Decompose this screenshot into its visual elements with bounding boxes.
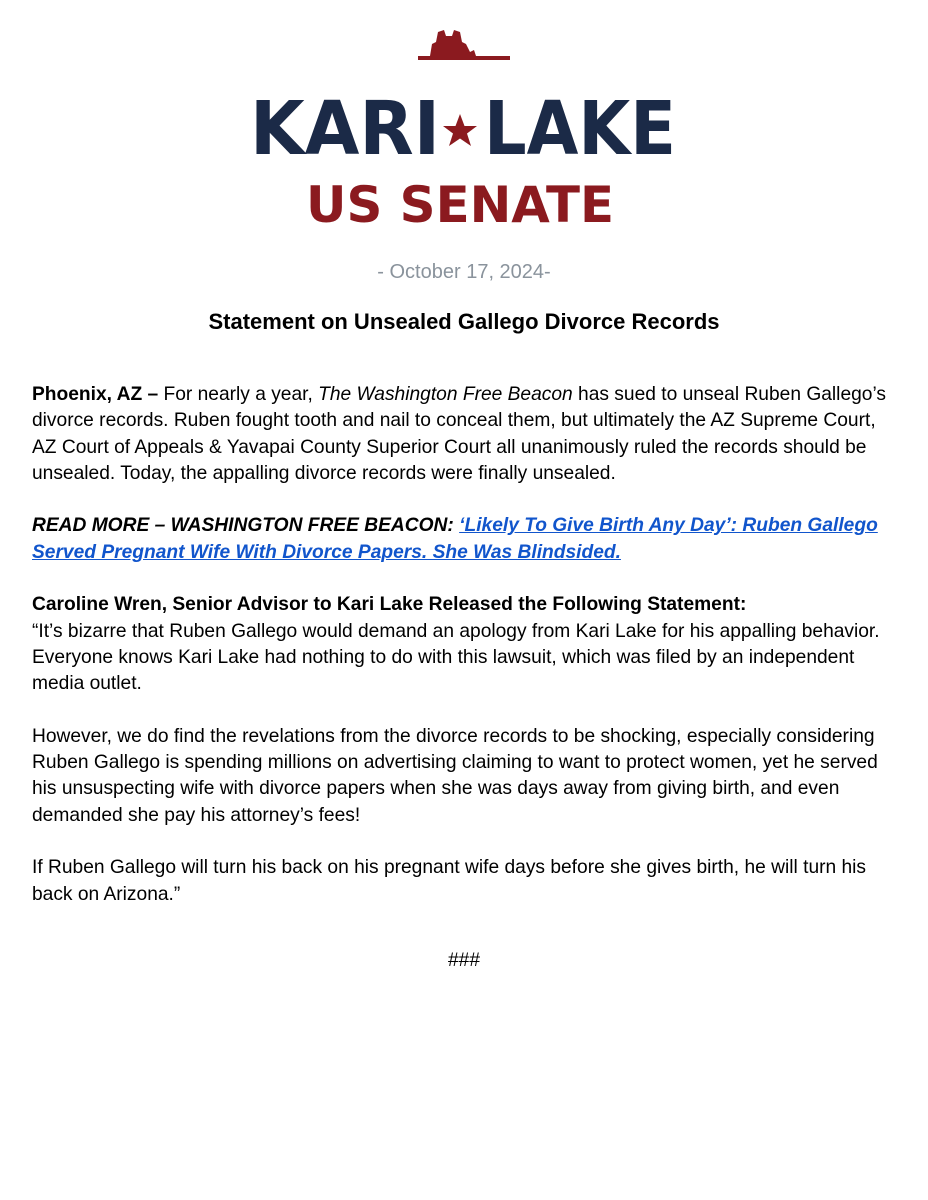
logo-lake: LAKE bbox=[484, 86, 676, 172]
statement-paragraph-1 bbox=[32, 592, 898, 697]
intro-paragraph bbox=[32, 382, 898, 487]
read-more-paragraph bbox=[32, 513, 898, 566]
star-icon bbox=[443, 114, 477, 146]
statement-text: “It’s bizarre that Ruben Gallego would demand an apology from Kari Lake for his appalling behavior. Everyone knows Kari Lake had nothing to do with this lawsuit, which was filed by an independent media outlet. bbox=[32, 620, 880, 695]
dateline: Phoenix, AZ – bbox=[32, 384, 159, 405]
logo-us-senate: US SENATE bbox=[306, 176, 614, 226]
article-link[interactable]: ‘Likely To Give Birth Any Day’: Ruben Gallego Served Pregnant Wife With Divorce Papers. She Was Blindsided. bbox=[32, 515, 878, 563]
page-title: Statement on Unsealed Gallego Divorce Records bbox=[208, 309, 720, 334]
mesa-icon bbox=[418, 30, 510, 60]
statement-paragraph-3: If Ruben Gallego will turn his back on his pregnant wife days before she gives birth, he will turn his back on Arizona.” bbox=[32, 857, 867, 905]
end-mark: ### bbox=[447, 950, 480, 971]
publication-name: The Washington Free Beacon bbox=[318, 384, 573, 405]
statement-heading: Caroline Wren, Senior Advisor to Kari Lake Released the Following Statement: bbox=[32, 594, 747, 616]
intro-text-before: For nearly a year, bbox=[158, 384, 319, 405]
logo-kari: KARI bbox=[250, 86, 440, 172]
press-release-body bbox=[32, 382, 898, 934]
press-release-date: - October 17, 2024- bbox=[377, 261, 551, 283]
statement-paragraph-2: However, we do find the revelations from the divorce records to be shocking, especially considering Ruben Gallego is spending millions on advertising claiming to want to protect women, yet he served his unsuspecting wife with divorce papers when she was days away from giving birth, and even demanded she pay his attorney’s fees! bbox=[32, 725, 878, 826]
read-more-label: READ MORE – WASHINGTON FREE BEACON: bbox=[32, 515, 454, 537]
kari-lake-us-senate-logo bbox=[248, 26, 680, 226]
intro-text-after: has sued to unseal Ruben Gallego’s divorce records. Ruben fought tooth and nail to conceal them, but ultimately the AZ Supreme Court, AZ Court of Appeals & Yavapai County Superior Court all unanimously ruled the records should be unsealed. Today, the appalling divorce records were finally unsealed. bbox=[32, 384, 886, 484]
